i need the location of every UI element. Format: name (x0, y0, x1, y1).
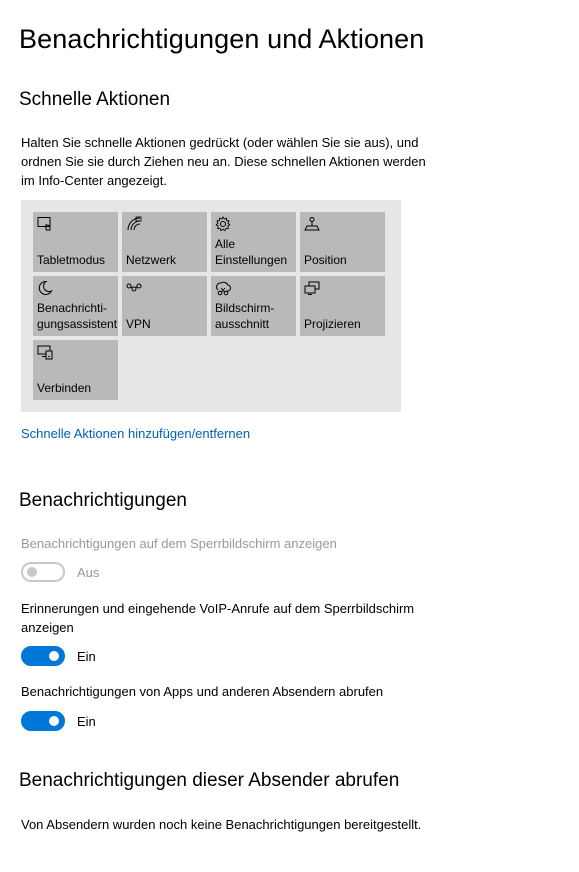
senders-heading: Benachrichtigungen dieser Absender abrufen (19, 770, 400, 791)
tile-vpn[interactable] (122, 276, 207, 336)
network-icon (126, 216, 142, 232)
project-icon (304, 280, 320, 296)
tile-netzwerk[interactable] (122, 212, 207, 272)
location-icon (304, 216, 320, 232)
tile-label: Netzwerk (126, 253, 177, 267)
tile-label: Tabletmodus (37, 253, 106, 267)
vpn-icon (126, 280, 142, 296)
app-notifications-label: Benachrichtigungen von Apps und anderen Absendern abrufen (21, 684, 384, 699)
tile-alle-einstellungen[interactable] (211, 212, 296, 272)
tile-label: Projizieren (304, 317, 361, 331)
description-line: Halten Sie schnelle Aktionen gedrückt (oder wählen Sie sie aus), und (21, 135, 419, 150)
moon-icon (37, 280, 53, 296)
snip-icon (215, 280, 231, 296)
connect-icon (37, 344, 53, 360)
quick-actions-tile-area (21, 200, 401, 412)
tile-label: Benachrichti-gungsassistent (37, 301, 118, 331)
tile-verbinden[interactable] (33, 340, 118, 400)
reminders-voip-toggle[interactable] (21, 646, 65, 666)
tile-label: VPN (126, 317, 151, 331)
quick-actions-description (21, 133, 426, 190)
tile-label: Verbinden (37, 381, 92, 395)
lockscreen-notifications-state: Aus (77, 565, 100, 580)
tile-label: Bildschirm-ausschnitt (215, 301, 275, 331)
gear-icon (215, 216, 231, 232)
add-remove-quick-actions-link[interactable]: Schnelle Aktionen hinzufügen/entfernen (21, 426, 251, 441)
setting-label-line: Erinnerungen und eingehende VoIP-Anrufe auf dem Sperrbildschirm (21, 601, 415, 616)
quick-actions-heading: Schnelle Aktionen (19, 89, 171, 110)
tile-benachrichtigungsassistent[interactable] (33, 276, 118, 336)
toggle-knob (27, 567, 37, 577)
description-line: im Info-Center angezeigt. (21, 173, 167, 188)
tile-bildschirmausschnitt[interactable] (211, 276, 296, 336)
tile-position[interactable] (300, 212, 385, 272)
tablet-mode-icon (37, 216, 53, 232)
setting-label-line: anzeigen (21, 620, 74, 635)
tile-projizieren[interactable] (300, 276, 385, 336)
tile-label: Position (304, 253, 347, 267)
senders-empty-text: Von Absendern wurden noch keine Benachrichtigungen bereitgestellt. (21, 817, 422, 832)
reminders-voip-state: Ein (77, 649, 96, 664)
toggle-knob (49, 651, 59, 661)
toggle-knob (49, 716, 59, 726)
tile-tabletmodus[interactable] (33, 212, 118, 272)
page-title: Benachrichtigungen und Aktionen (19, 24, 425, 54)
description-line: ordnen Sie sie durch Ziehen neu an. Diese schnellen Aktionen werden (21, 154, 426, 169)
app-notifications-state: Ein (77, 714, 96, 729)
reminders-voip-label (21, 599, 414, 637)
lockscreen-notifications-label: Benachrichtigungen auf dem Sperrbildschirm anzeigen (21, 536, 337, 551)
tile-label: Alle Einstellungen (215, 237, 288, 267)
lockscreen-notifications-toggle[interactable] (21, 562, 65, 582)
notifications-heading: Benachrichtigungen (19, 490, 187, 511)
app-notifications-toggle[interactable] (21, 711, 65, 731)
